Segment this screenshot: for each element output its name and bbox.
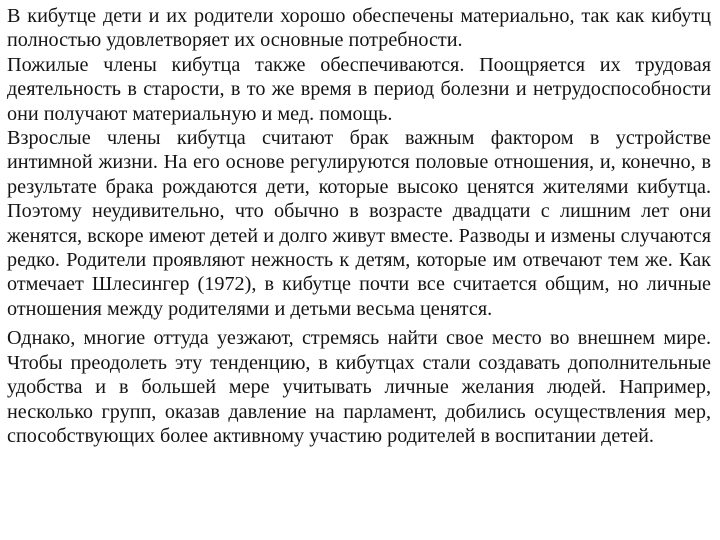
paragraph-elderly-members: Пожилые члены кибутца также обеспечиваются. Поощряется их трудовая деятельность в старости, в то же время в период болезни и нетрудоспособности они получают материальную и мед. помощь.	[7, 53, 711, 125]
paragraph-leaving-kibbutz: Однако, многие оттуда уезжают, стремясь найти свое место во внешнем мире. Чтобы преодолеть эту тенденцию, в кибутцах стали создавать дополнительные удобства и в большей мере учитывать личные желания людей. Например, несколько групп, оказав давление на парламент, добились осуществления мер, способствующих более активному участию родителей в воспитании детей.	[7, 327, 711, 447]
paragraph-kibbutz-children: В кибутце дети и их родители хорошо обеспечены материально, так как кибутц полностью удовлетворяет их основные потребности.	[7, 5, 711, 52]
paragraph-adult-marriage: Взрослые члены кибутца считают брак важным фактором в устройстве интимной жизни. На его основе регулируются половые отношения, и, конечно, в результате брака рождаются дети, которые высоко ценятся жителями кибутца. Поэтому неудивительно, что обычно в возрасте двадцати с лишним лет они женятся, вскоре имеют детей и долго живут вместе. Разводы и измены случаются редко. Родители проявляют нежность к детям, которые им отвечают тем же. Как отмечает Шлесингер (1972), в кибутце почти все считается общим, но личные отношения между родителями и детьми весьма ценятся.	[7, 127, 711, 320]
